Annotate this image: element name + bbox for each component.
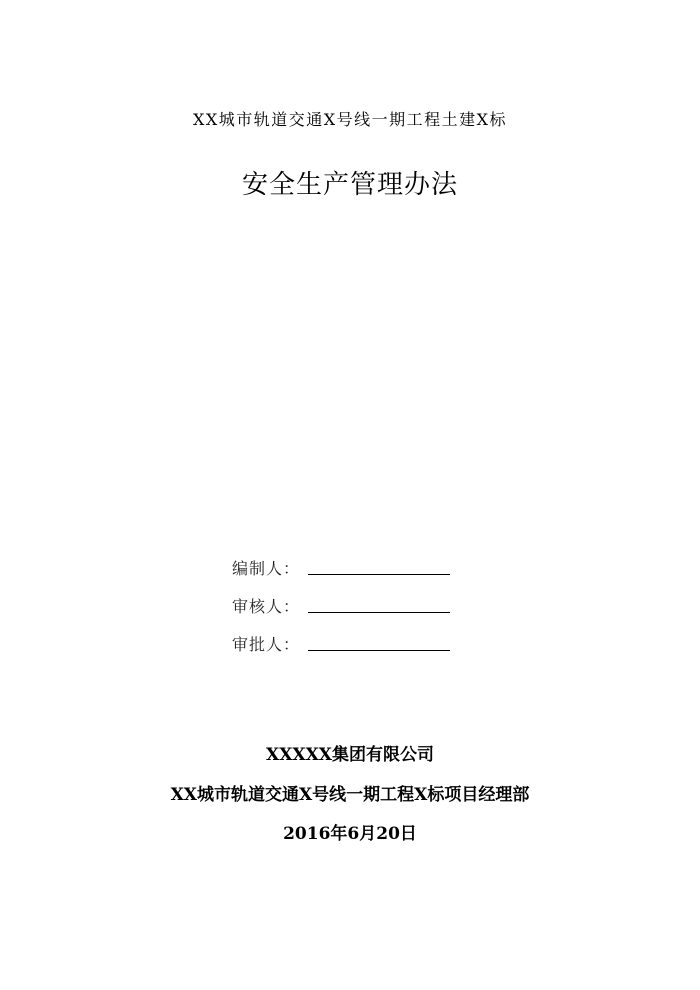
signature-line-compiler[interactable] [308, 556, 450, 575]
signature-label-compiler: 编制人： [232, 559, 301, 578]
signature-row-compiler [232, 551, 450, 579]
document-date: 2016年6月20日 [283, 824, 417, 844]
signature-line-reviewer[interactable] [308, 594, 450, 613]
department-name: XX城市轨道交通X号线一期工程X标项目经理部 [170, 785, 530, 805]
signature-row-approver [232, 627, 450, 655]
project-header: XX城市轨道交通X号线一期工程土建X标 [192, 110, 508, 129]
document-title: 安全生产管理办法 [241, 170, 458, 200]
signature-label-reviewer: 审核人： [232, 597, 301, 616]
signature-label-approver: 审批人： [232, 635, 301, 654]
signature-row-reviewer [232, 589, 450, 617]
signature-line-approver[interactable] [308, 632, 450, 651]
organization-name: XXXXX集团有限公司 [266, 745, 434, 765]
